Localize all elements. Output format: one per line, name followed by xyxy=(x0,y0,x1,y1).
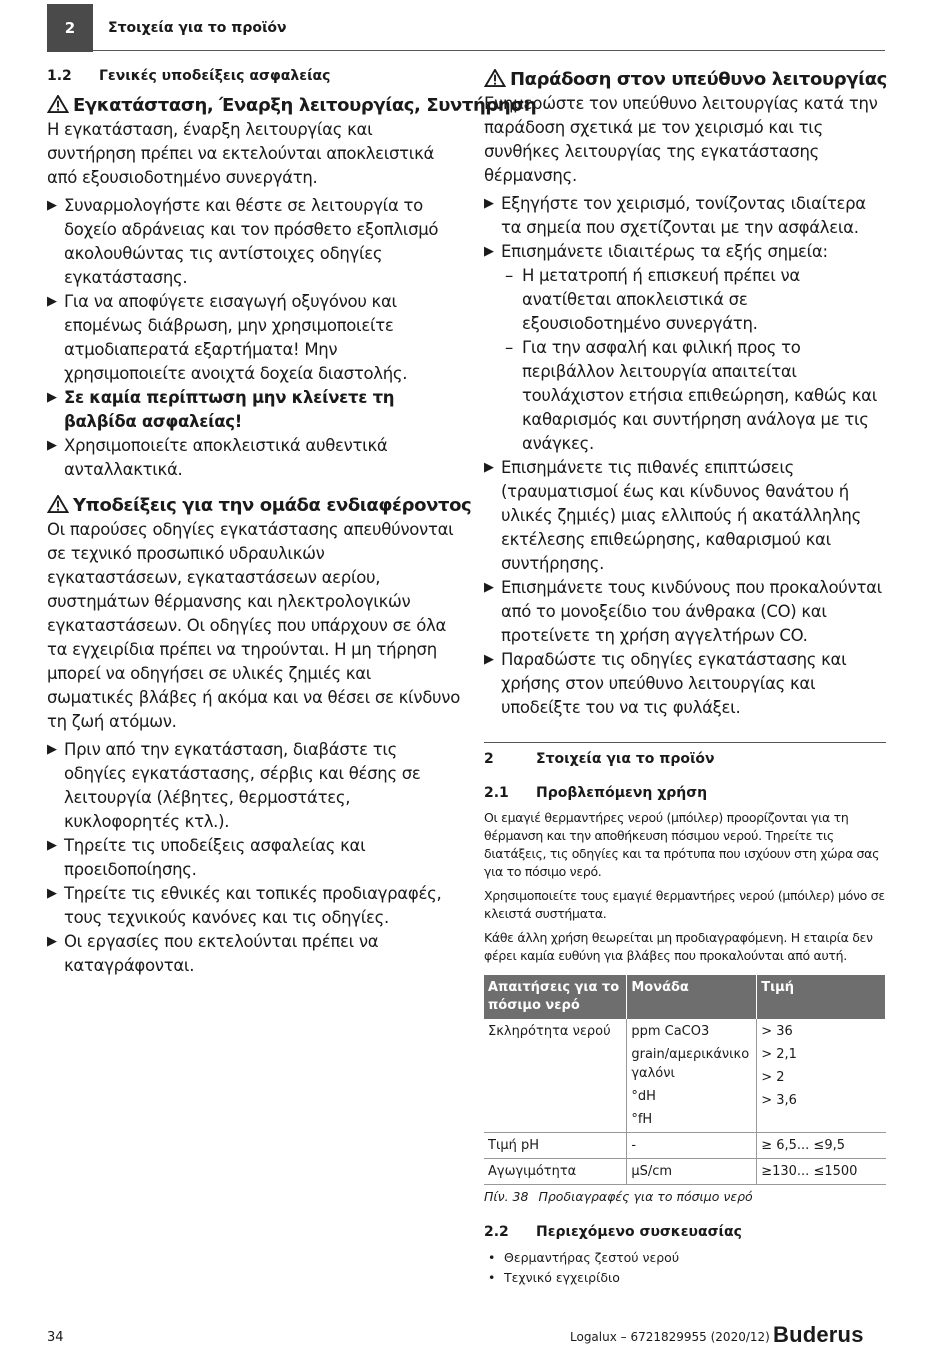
sub-list-item: – Η μετατροπή ή επισκευή πρέπει να ανατίθεται αποκλειστικά σε εξουσιοδοτημένο συνεργάτη. xyxy=(505,266,801,333)
arrow-bullet-icon: ▶ xyxy=(47,294,57,309)
handover-sublist xyxy=(501,264,886,456)
table-caption-number: Πίν. 38 xyxy=(484,1189,529,1204)
arrow-bullet-icon: ▶ xyxy=(47,198,57,213)
list-item: ▶ Χρησιμοποιείτε αποκλειστικά αυθεντικά ανταλλακτικά. xyxy=(47,436,388,479)
section-heading-2-1 xyxy=(484,785,886,801)
arrow-bullet-icon: ▶ xyxy=(47,390,57,405)
warning-heading-target-group xyxy=(47,494,472,518)
handover-paragraph: Ενημερώστε τον υπεύθυνο λειτουργίας κατά την παράδοση σχετικά με τον χειρισμό και τις συνθήκες λειτουργίας της εγκατάστασης θέρμανσης. xyxy=(484,94,878,185)
arrow-bullet-icon: ▶ xyxy=(47,886,57,901)
section-number: 1.2 xyxy=(47,68,72,84)
warning-heading-handover xyxy=(484,68,886,92)
intended-use-paragraph-3: Κάθε άλλη χρήση θεωρείται μη προδιαγραφόμενη. Η εταιρία δεν φέρει καμία ευθύνη για βλάβες που προκαλούνται από αυτή. xyxy=(484,930,873,963)
chapter-number: 2 xyxy=(64,19,76,37)
drinking-water-spec-table xyxy=(484,975,886,1185)
list-item: ▶ Πριν από την εγκατάσταση, διαβάστε τις οδηγίες εγκατάστασης, σέρβις και θέσης σε λειτουργία (λέβητες, θερμοστάτες, κυκλοφορητές κτλ.). xyxy=(47,740,421,831)
table-cell: ≥130... ≤1500 xyxy=(757,1159,886,1185)
warning-heading-installation xyxy=(47,94,537,118)
package-contents-list xyxy=(484,1248,886,1288)
page-number: 34 xyxy=(47,1330,64,1345)
list-item: • Τεχνικό εγχειρίδιο xyxy=(484,1268,886,1288)
section-number: 2.1 xyxy=(484,785,509,801)
warning-triangle-icon xyxy=(484,69,506,87)
table-caption xyxy=(484,1189,886,1204)
list-item: ▶ Οι εργασίες που εκτελούνται πρέπει να καταγράφονται. xyxy=(47,932,379,975)
list-item: ▶ Για να αποφύγετε εισαγωγή οξυγόνου και επομένως διάβρωση, μην χρησιμοποιείτε ατμοδιαπερατά εξαρτήματα! Μην χρησιμοποιείτε ανοιχτά δοχεία διαστολής. xyxy=(47,292,408,383)
header-rule xyxy=(93,50,885,51)
section-title: Προβλεπόμενη χρήση xyxy=(536,785,708,801)
table-cell: Τιμή pH xyxy=(484,1133,627,1159)
section-number: 2.2 xyxy=(484,1224,509,1240)
list-item: ▶ Επισημάνετε τις πιθανές επιπτώσεις (τραυματισμοί έως και κίνδυνος θανάτου ή υλικές ζημιές) μιας ελλιπούς ή ακατάλληλης εκτέλεσης επιθεώρησης, καθαρισμού και συντήρησης. xyxy=(484,458,861,573)
warning-triangle-icon xyxy=(47,95,69,113)
section-number: 2 xyxy=(484,751,494,767)
table-cell: > 36 > 2,1 > 2 > 3,6 xyxy=(757,1019,886,1133)
arrow-bullet-icon: ▶ xyxy=(47,438,57,453)
arrow-bullet-icon: ▶ xyxy=(47,742,57,757)
buderus-logo: Buderus xyxy=(773,1322,864,1347)
document-id: Logalux – 6721829955 (2020/12) xyxy=(570,1330,770,1344)
list-item: ▶ Επισημάνετε ιδιαιτέρως τα εξής σημεία: – Η μετατροπή ή επισκευή πρέπει να ανατίθεται αποκλειστικά σε εξουσιοδοτημένο συνεργάτη. – Για την ασφαλή και φιλική προς το περιβάλλον λειτουργία απαιτείται τουλάχιστον ετήσια επιθεώρηση, καθώς και καθαρισμός και συντήρηση ανάλογα με τις ανάγκες. xyxy=(484,240,886,456)
warning-heading-text: Εγκατάσταση, Έναρξη λειτουργίας, Συντήρηση xyxy=(73,95,537,116)
chapter-title: Στοιχεία για το προϊόν xyxy=(108,20,287,36)
table-row xyxy=(484,1019,886,1133)
section-heading-2-2 xyxy=(484,1224,886,1240)
list-item: ▶ Τηρείτε τις υποδείξεις ασφαλείας και προειδοποίησης. xyxy=(47,836,366,879)
list-item: ▶ Παραδώστε τις οδηγίες εγκατάστασης και χρήσης στον υπεύθυνο λειτουργίας και υποδείξτε του να τις φυλάξει. xyxy=(484,650,847,717)
target-group-list xyxy=(47,738,461,978)
right-column xyxy=(484,68,886,1288)
dash-bullet: – xyxy=(505,338,513,357)
section-title: Γενικές υποδείξεις ασφαλείας xyxy=(99,68,331,84)
list-item: ▶ Σε καμία περίπτωση μην κλείνετε τη βαλβίδα ασφαλείας! xyxy=(47,388,395,431)
table-cell: Σκληρότητα νερού xyxy=(484,1019,627,1133)
sub-list-item: – Για την ασφαλή και φιλική προς το περιβάλλον λειτουργία απαιτείται τουλάχιστον ετήσια επιθεώρηση, καθώς και καθαρισμός και συντήρηση ανάλογα με τις ανάγκες. xyxy=(505,338,877,453)
section-title: Στοιχεία για το προϊόν xyxy=(536,751,715,767)
intended-use-paragraph-1: Οι εμαγιέ θερμαντήρες νερού (μπόιλερ) προορίζονται για τη θέρμανση και την αποθήκευση πόσιμου νερού. Τηρείτε τις διατάξεις, τις οδηγίες και τα πρότυπα που ισχύουν στη χώρα σας για το πόσιμο νερό. xyxy=(484,810,880,879)
table-caption-text: Προδιαγραφές για το πόσιμο νερό xyxy=(538,1189,753,1204)
arrow-bullet-icon: ▶ xyxy=(484,652,494,667)
chapter-number-box xyxy=(47,4,93,52)
list-item: ▶ Συναρμολογήστε και θέστε σε λειτουργία το δοχείο αδράνειας και τον πρόσθετο εξοπλισμό ακολουθώντας τις αντίστοιχες οδηγίες εγκατάστασης. xyxy=(47,196,439,287)
table-header-cell: Μονάδα xyxy=(627,975,757,1019)
warning-heading-text: Υποδείξεις για την ομάδα ενδιαφέροντος xyxy=(73,495,472,516)
section-title: Περιεχόμενο συσκευασίας xyxy=(536,1224,742,1240)
table-cell: ≥ 6,5... ≤9,5 xyxy=(757,1133,886,1159)
installation-paragraph: Η εγκατάσταση, έναρξη λειτουργίας και συντήρηση πρέπει να εκτελούνται αποκλειστικά από εξουσιοδοτημένο συνεργάτη. xyxy=(47,120,435,187)
target-group-paragraph: Οι παρούσες οδηγίες εγκατάστασης απευθύνονται σε τεχνικό προσωπικό υδραυλικών εγκαταστάσεων, εγκαταστάσεων αερίου, συστημάτων θέρμανσης και ηλεκτρολογικών εγκαταστάσεων. Οι οδηγίες που υπάρχουν σε όλα τα εγχειρίδια πρέπει να τηρούνται. Η μη τήρηση μπορεί να οδηγήσει σε υλικές ζημιές και σωματικές βλάβες ή ακόμα και να θέσει σε κίνδυνο τη ζωή ατόμων. xyxy=(47,520,460,731)
warning-triangle-icon xyxy=(47,495,69,513)
table-header-cell: Τιμή xyxy=(757,975,886,1019)
dash-bullet: – xyxy=(505,266,513,285)
handover-list xyxy=(484,192,886,720)
warning-heading-text: Παράδοση στον υπεύθυνο λειτουργίας xyxy=(510,69,887,90)
list-item: • Θερμαντήρας ζεστού νερού xyxy=(484,1248,886,1268)
arrow-bullet-icon: ▶ xyxy=(484,244,494,259)
table-cell: - xyxy=(627,1133,757,1159)
list-item: ▶ Επισημάνετε τους κινδύνους που προκαλούνται από το μονοξείδιο του άνθρακα (CO) και προτείνετε τη χρήση αγγελτήρων CO. xyxy=(484,578,882,645)
section-heading-2 xyxy=(484,742,886,767)
arrow-bullet-icon: ▶ xyxy=(47,934,57,949)
arrow-bullet-icon: ▶ xyxy=(484,580,494,595)
table-cell: Αγωγιμότητα xyxy=(484,1159,627,1185)
section-heading-1-2 xyxy=(47,68,461,84)
arrow-bullet-icon: ▶ xyxy=(47,838,57,853)
installation-list xyxy=(47,194,461,482)
table-cell: ppm CaCO3 grain/αμερικάνικο γαλόνι °dH °fH xyxy=(627,1019,757,1133)
table-row xyxy=(484,1133,886,1159)
list-item: ▶ Τηρείτε τις εθνικές και τοπικές προδιαγραφές, τους τεχνικούς κανόνες και τις οδηγίες. xyxy=(47,884,442,927)
table-header-cell: Απαιτήσεις για το πόσιμο νερό xyxy=(484,975,627,1019)
arrow-bullet-icon: ▶ xyxy=(484,460,494,475)
table-header-row xyxy=(484,975,886,1019)
arrow-bullet-icon: ▶ xyxy=(484,196,494,211)
table-cell: μS/cm xyxy=(627,1159,757,1185)
list-item: ▶ Εξηγήστε τον χειρισμό, τονίζοντας ιδιαίτερα τα σημεία που σχετίζονται με την ασφάλεια. xyxy=(484,194,866,237)
table-row xyxy=(484,1159,886,1185)
intended-use-paragraph-2: Χρησιμοποιείτε τους εμαγιέ θερμαντήρες νερού (μπόιλερ) μόνο σε κλειστά συστήματα. xyxy=(484,888,885,921)
